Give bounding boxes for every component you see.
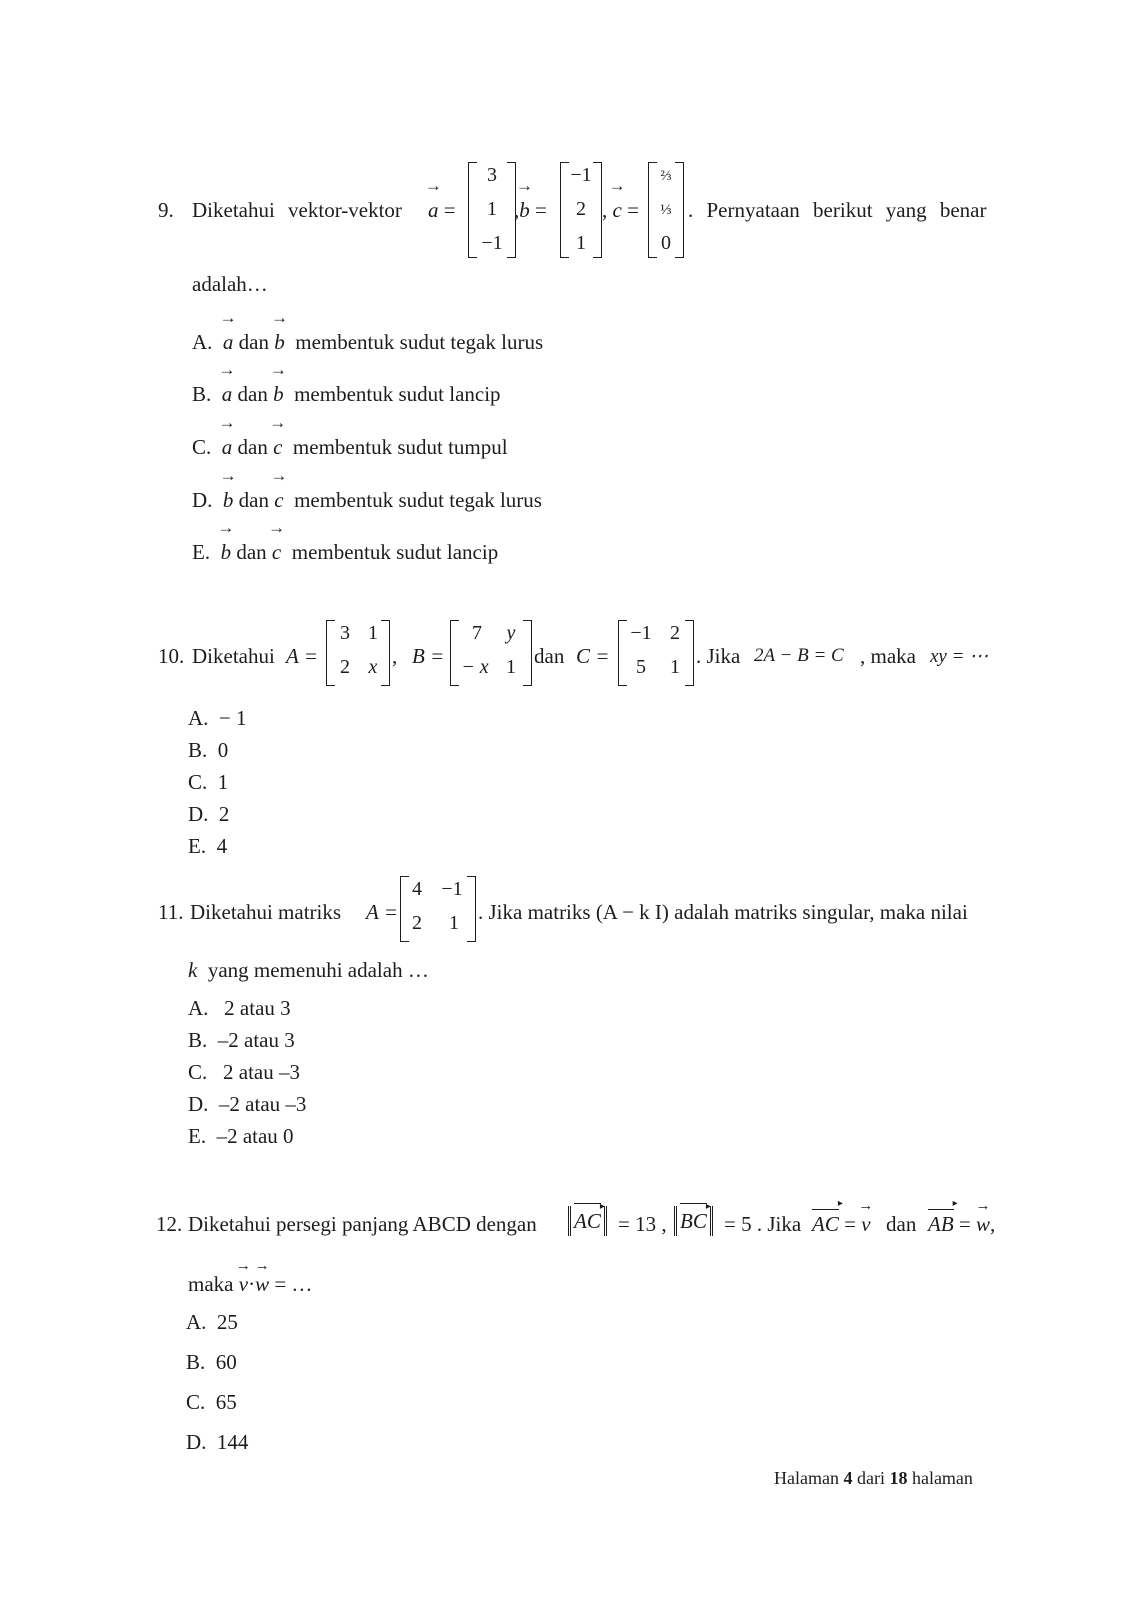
vector-c-matrix <box>648 162 684 258</box>
option-a[interactable]: A. − 1 <box>188 706 247 730</box>
matrix-B <box>450 620 532 686</box>
matrix-cell: 2 <box>412 912 422 934</box>
matrix-A <box>400 876 476 942</box>
footer-prefix: Halaman <box>774 1468 839 1488</box>
option-d[interactable]: D. 2 <box>188 802 230 826</box>
matrix-cell: 1 <box>449 912 459 934</box>
matrix-cell: 2 <box>670 622 680 644</box>
norm-ac: AC ▸ <box>568 1206 607 1236</box>
footer-total: 18 <box>889 1468 908 1488</box>
question-text-tail: . Jika matriks (A − k I) adalah matriks singular, maka nilai <box>478 900 968 924</box>
question-text-tail: . Pernyataan berikut yang benar <box>688 198 987 222</box>
matrix-cell: −1 <box>481 232 503 254</box>
matrix-cell: 1 <box>368 622 378 644</box>
matrix-cell: 0 <box>661 232 671 254</box>
option-b[interactable]: B. –2 atau 3 <box>188 1028 295 1052</box>
matrix-A <box>326 620 390 686</box>
matrix-cell: 1 <box>576 232 586 254</box>
matrix-cell: 1 <box>487 198 497 220</box>
matrix-cell: −1 <box>570 164 592 186</box>
matrix-cell: 1 <box>670 656 680 678</box>
option-b[interactable]: B. → a dan → b membentuk sudut lancip <box>192 382 501 407</box>
vector-a-matrix <box>468 162 516 258</box>
matrix-cell: 5 <box>636 656 646 678</box>
matrix-cell: 1 <box>506 656 516 678</box>
page-footer <box>774 1468 973 1489</box>
question-text-jika: . Jika <box>696 644 741 668</box>
question-text-line2: adalah… <box>192 272 268 296</box>
option-a[interactable]: A. 25 <box>186 1310 238 1334</box>
option-a[interactable]: A. 2 atau 3 <box>188 996 291 1020</box>
matrix-cell: 2 <box>340 656 350 678</box>
footer-page: 4 <box>843 1468 853 1488</box>
matrix-cell: y <box>506 622 516 644</box>
norm-bc: BC ▸ <box>674 1206 713 1236</box>
option-c[interactable]: C. 2 atau –3 <box>188 1060 300 1084</box>
option-c[interactable]: C. 65 <box>186 1390 237 1414</box>
matrix-cell: 4 <box>412 878 422 900</box>
matrix-cell: 3 <box>487 164 497 186</box>
question-text-maka: , maka <box>860 644 916 668</box>
matrix-cell: ⅔ <box>660 168 672 184</box>
norm-ac-value: = 13 , <box>618 1212 667 1236</box>
matrix-A-label: A = <box>366 900 398 924</box>
question-text: Diketahui persegi panjang ABCD dengan <box>188 1212 537 1236</box>
option-e[interactable]: E. 4 <box>188 834 228 858</box>
question-text-line2: k yang memenuhi adalah … <box>188 958 429 982</box>
option-b[interactable]: B. 60 <box>186 1350 237 1374</box>
matrix-cell: 3 <box>340 622 350 644</box>
option-d[interactable]: D. –2 atau –3 <box>188 1092 307 1116</box>
option-c[interactable]: C. → a dan → c membentuk sudut tumpul <box>192 435 508 460</box>
matrix-B-label: B = <box>412 644 445 668</box>
matrix-cell: −1 <box>441 878 463 900</box>
matrix-cell: − x <box>461 656 489 678</box>
vector-b-label: ,→ b = <box>514 198 547 223</box>
question-text: Diketahui matriks <box>190 900 342 924</box>
question-text: Diketahui vektor-vektor <box>192 198 402 222</box>
matrix-cell: 7 <box>472 622 482 644</box>
matrix-cell: −1 <box>630 622 652 644</box>
vector-a-label: → a = <box>428 198 456 223</box>
option-d[interactable]: D. 144 <box>186 1430 249 1454</box>
question-number: 11. <box>158 900 184 924</box>
dan-text: dan <box>886 1212 917 1236</box>
footer-middle: dari <box>856 1468 885 1488</box>
option-e[interactable]: E. –2 atau 0 <box>188 1124 294 1148</box>
matrix-C-label: C = <box>576 644 610 668</box>
vector-c-label: , → c = <box>602 198 639 223</box>
norm-bc-value: = 5 . Jika <box>724 1212 802 1236</box>
matrix-C <box>618 620 694 686</box>
vector-ac: AC ▸ = → v <box>812 1212 871 1237</box>
question-text-line2: maka → v·→ w = … <box>188 1272 312 1297</box>
dan-text: dan <box>534 644 565 668</box>
matrix-cell: x <box>368 656 378 678</box>
vector-b-matrix <box>560 162 602 258</box>
matrix-cell: ⅓ <box>660 202 672 218</box>
question-number: 12. <box>156 1212 183 1236</box>
vector-ab: AB ▸ = → w, <box>928 1212 995 1237</box>
equation-expr: 2A − B = C <box>754 645 844 666</box>
question-number: 10. <box>158 644 185 668</box>
matrix-A-label: A = <box>286 644 318 668</box>
option-e[interactable]: E. → b dan → c membentuk sudut lancip <box>192 540 498 565</box>
option-b[interactable]: B. 0 <box>188 738 229 762</box>
footer-suffix: halaman <box>911 1468 973 1488</box>
question-number: 9. <box>158 198 174 222</box>
question-text: Diketahui <box>192 644 275 668</box>
option-d[interactable]: D. → b dan → c membentuk sudut tegak lurus <box>192 488 542 513</box>
option-a[interactable]: A. → a dan → b membentuk sudut tegak lurus <box>192 330 543 355</box>
option-c[interactable]: C. 1 <box>188 770 229 794</box>
comma: , <box>392 644 398 668</box>
question-ask: xy = ⋯ <box>930 646 989 667</box>
matrix-cell: 2 <box>576 198 586 220</box>
